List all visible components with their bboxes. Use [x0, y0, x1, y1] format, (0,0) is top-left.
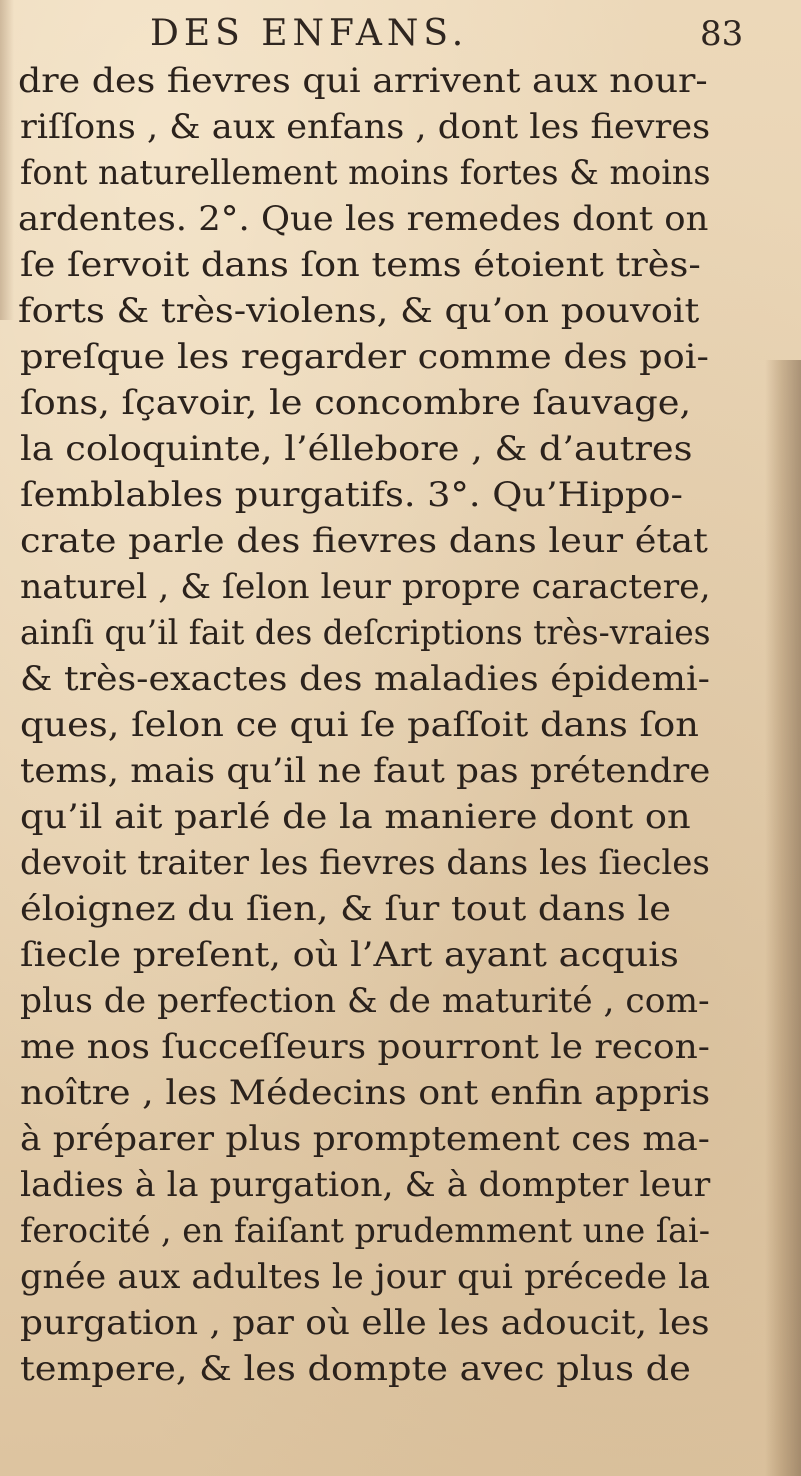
- text-line: éloignez du ſien, & ſur tout dans le: [20, 889, 671, 929]
- text-line: tempere, & les dompte avec plus de: [20, 1349, 691, 1389]
- text-line: devoit traiter les fievres dans les ſiecles: [20, 843, 710, 883]
- text-line: ferocité , en faiſant prudemment une ſai-: [20, 1211, 710, 1251]
- text-line: preſque les regarder comme des poi-: [20, 337, 709, 377]
- page-gutter-shadow: [765, 360, 801, 1476]
- text-line: purgation , par où elle les adoucit, les: [20, 1303, 710, 1343]
- text-line: la coloquinte, l’éllebore , & d’autres: [20, 429, 693, 469]
- text-line: forts & très-violens, & qu’on pouvoit: [18, 291, 700, 331]
- text-line: ardentes. 2°. Que les remedes dont on: [18, 199, 709, 239]
- text-line: font naturellement moins fortes & moins: [20, 153, 711, 193]
- text-line: ainſi qu’il fait des deſcriptions très-vraies: [20, 613, 711, 653]
- text-line: riſſons , & aux enfans , dont les fievres: [20, 107, 711, 147]
- text-line: ques, ſelon ce qui ſe paſſoit dans ſon: [20, 705, 699, 745]
- text-line: ſons, ſçavoir, le concombre ſauvage,: [20, 383, 692, 423]
- text-line: ſe ſervoit dans ſon tems étoient très-: [20, 245, 701, 285]
- page-edge-shadow: [0, 0, 14, 320]
- running-head: DES ENFANS.: [150, 13, 469, 54]
- text-line: dre des fievres qui arrivent aux nour-: [18, 61, 708, 101]
- text-line: plus de perfection & de maturité , com-: [20, 981, 710, 1021]
- text-line: & très-exactes des maladies épidemi-: [20, 659, 710, 699]
- text-line: crate parle des fievres dans leur état: [20, 521, 708, 561]
- text-line: ſemblables purgatifs. 3°. Qu’Hippo-: [20, 475, 683, 515]
- text-line: tems, mais qu’il ne faut pas prétendre: [20, 751, 711, 791]
- text-line: à préparer plus promptement ces ma-: [20, 1119, 710, 1159]
- text-line: ladies à la purgation, & à dompter leur: [20, 1165, 711, 1205]
- text-line: noître , les Médecins ont enfin appris: [20, 1073, 711, 1113]
- page-number: 83: [700, 14, 744, 54]
- text-line: ſiecle preſent, où l’Art ayant acquis: [20, 935, 679, 975]
- text-line: me nos ſucceſſeurs pourront le recon-: [20, 1027, 710, 1067]
- text-line: naturel , & ſelon leur propre caractere,: [20, 567, 711, 607]
- text-line: gnée aux adultes le jour qui précede la: [20, 1257, 711, 1297]
- text-line: qu’il ait parlé de la maniere dont on: [20, 797, 691, 837]
